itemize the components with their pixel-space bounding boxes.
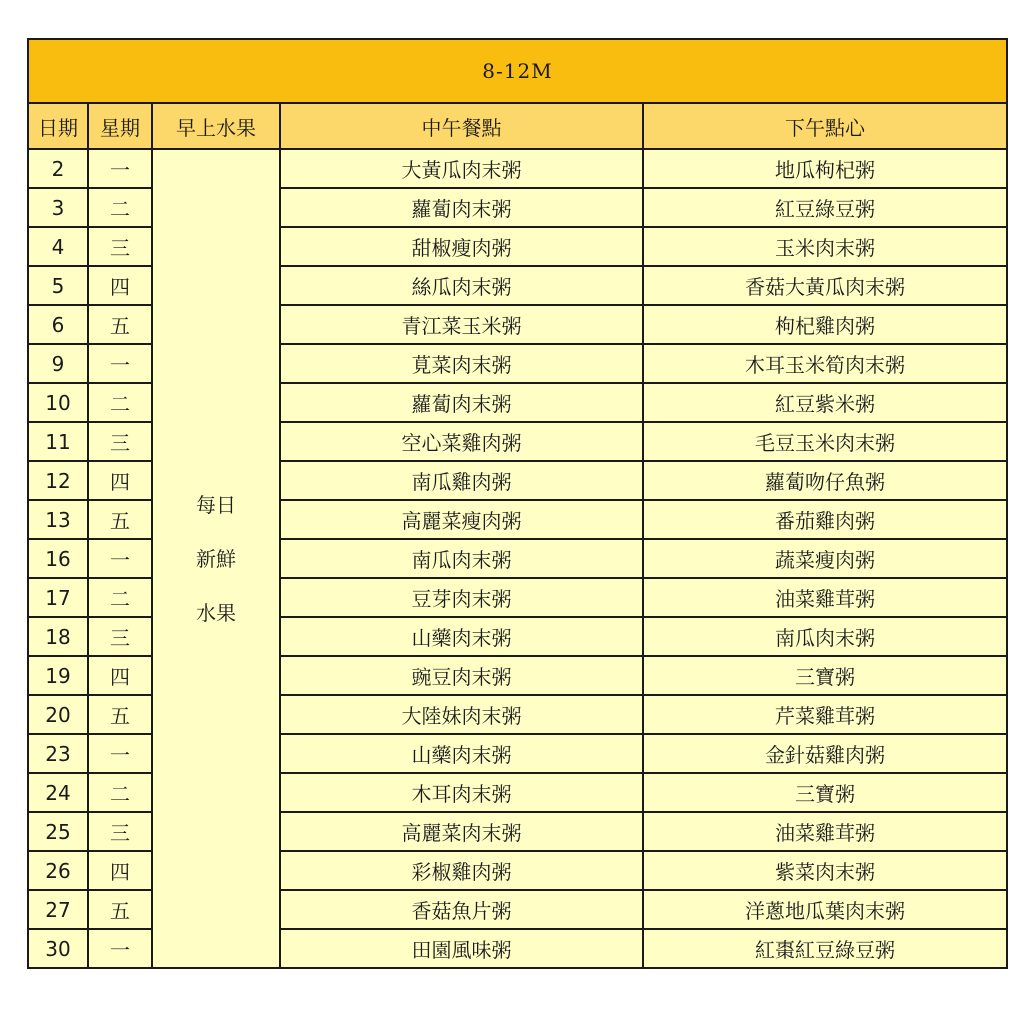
date-cell: 11 (28, 422, 88, 461)
weekday-cell: 二 (88, 773, 152, 812)
lunch-cell: 高麗菜瘦肉粥 (280, 500, 643, 539)
afternoon-cell: 蔬菜瘦肉粥 (643, 539, 1007, 578)
menu-table (27, 38, 1008, 969)
lunch-cell: 青江菜玉米粥 (280, 305, 643, 344)
header-morning: 早上水果 (152, 103, 280, 149)
afternoon-cell: 蘿蔔吻仔魚粥 (643, 461, 1007, 500)
date-cell: 25 (28, 812, 88, 851)
afternoon-cell: 紅棗紅豆綠豆粥 (643, 929, 1007, 968)
lunch-cell: 彩椒雞肉粥 (280, 851, 643, 890)
weekday-cell: 一 (88, 539, 152, 578)
lunch-cell: 田園風味粥 (280, 929, 643, 968)
weekday-cell: 四 (88, 461, 152, 500)
weekday-cell: 四 (88, 266, 152, 305)
lunch-cell: 香菇魚片粥 (280, 890, 643, 929)
date-cell: 24 (28, 773, 88, 812)
date-cell: 12 (28, 461, 88, 500)
date-cell: 4 (28, 227, 88, 266)
weekday-cell: 三 (88, 422, 152, 461)
date-cell: 5 (28, 266, 88, 305)
lunch-cell: 南瓜肉末粥 (280, 539, 643, 578)
weekday-cell: 三 (88, 812, 152, 851)
header-weekday: 星期 (88, 103, 152, 149)
lunch-cell: 南瓜雞肉粥 (280, 461, 643, 500)
lunch-cell: 山藥肉末粥 (280, 734, 643, 773)
afternoon-cell: 枸杞雞肉粥 (643, 305, 1007, 344)
morning-fruit-text: 每日新鮮水果 (196, 492, 236, 625)
lunch-cell: 絲瓜肉末粥 (280, 266, 643, 305)
header-date: 日期 (28, 103, 88, 149)
date-cell: 16 (28, 539, 88, 578)
menu-title: 8-12M (28, 39, 1007, 103)
afternoon-cell: 油菜雞茸粥 (643, 578, 1007, 617)
afternoon-cell: 番茄雞肉粥 (643, 500, 1007, 539)
weekday-cell: 一 (88, 149, 152, 188)
weekday-cell: 二 (88, 188, 152, 227)
afternoon-cell: 三寶粥 (643, 773, 1007, 812)
afternoon-cell: 紫菜肉末粥 (643, 851, 1007, 890)
date-cell: 23 (28, 734, 88, 773)
afternoon-cell: 金針菇雞肉粥 (643, 734, 1007, 773)
weekday-cell: 二 (88, 578, 152, 617)
lunch-cell: 豌豆肉末粥 (280, 656, 643, 695)
afternoon-cell: 紅豆綠豆粥 (643, 188, 1007, 227)
date-cell: 19 (28, 656, 88, 695)
weekday-cell: 一 (88, 734, 152, 773)
afternoon-cell: 毛豆玉米肉末粥 (643, 422, 1007, 461)
weekday-cell: 五 (88, 890, 152, 929)
date-cell: 3 (28, 188, 88, 227)
weekday-cell: 三 (88, 617, 152, 656)
morning-fruit-cell (152, 149, 280, 968)
weekday-cell: 二 (88, 383, 152, 422)
lunch-cell: 甜椒瘦肉粥 (280, 227, 643, 266)
lunch-cell: 大陸妹肉末粥 (280, 695, 643, 734)
lunch-cell: 大黃瓜肉末粥 (280, 149, 643, 188)
date-cell: 9 (28, 344, 88, 383)
afternoon-cell: 南瓜肉末粥 (643, 617, 1007, 656)
weekday-cell: 四 (88, 656, 152, 695)
header-afternoon: 下午點心 (643, 103, 1007, 149)
weekday-cell: 一 (88, 344, 152, 383)
lunch-cell: 蘿蔔肉末粥 (280, 188, 643, 227)
lunch-cell: 空心菜雞肉粥 (280, 422, 643, 461)
table-row (28, 149, 1007, 188)
date-cell: 6 (28, 305, 88, 344)
weekday-cell: 五 (88, 305, 152, 344)
date-cell: 20 (28, 695, 88, 734)
date-cell: 2 (28, 149, 88, 188)
weekday-cell: 五 (88, 695, 152, 734)
date-cell: 30 (28, 929, 88, 968)
afternoon-cell: 木耳玉米筍肉末粥 (643, 344, 1007, 383)
lunch-cell: 莧菜肉末粥 (280, 344, 643, 383)
weekday-cell: 一 (88, 929, 152, 968)
header-lunch: 中午餐點 (280, 103, 643, 149)
afternoon-cell: 紅豆紫米粥 (643, 383, 1007, 422)
menu-body (28, 149, 1007, 968)
afternoon-cell: 洋蔥地瓜葉肉末粥 (643, 890, 1007, 929)
weekday-cell: 四 (88, 851, 152, 890)
date-cell: 26 (28, 851, 88, 890)
date-cell: 13 (28, 500, 88, 539)
lunch-cell: 山藥肉末粥 (280, 617, 643, 656)
afternoon-cell: 油菜雞茸粥 (643, 812, 1007, 851)
weekday-cell: 五 (88, 500, 152, 539)
date-cell: 18 (28, 617, 88, 656)
afternoon-cell: 玉米肉末粥 (643, 227, 1007, 266)
afternoon-cell: 三寶粥 (643, 656, 1007, 695)
afternoon-cell: 香菇大黃瓜肉末粥 (643, 266, 1007, 305)
date-cell: 27 (28, 890, 88, 929)
lunch-cell: 蘿蔔肉末粥 (280, 383, 643, 422)
lunch-cell: 豆芽肉末粥 (280, 578, 643, 617)
date-cell: 10 (28, 383, 88, 422)
weekday-cell: 三 (88, 227, 152, 266)
afternoon-cell: 芹菜雞茸粥 (643, 695, 1007, 734)
afternoon-cell: 地瓜枸杞粥 (643, 149, 1007, 188)
date-cell: 17 (28, 578, 88, 617)
lunch-cell: 高麗菜肉末粥 (280, 812, 643, 851)
header-row (28, 103, 1007, 149)
lunch-cell: 木耳肉末粥 (280, 773, 643, 812)
